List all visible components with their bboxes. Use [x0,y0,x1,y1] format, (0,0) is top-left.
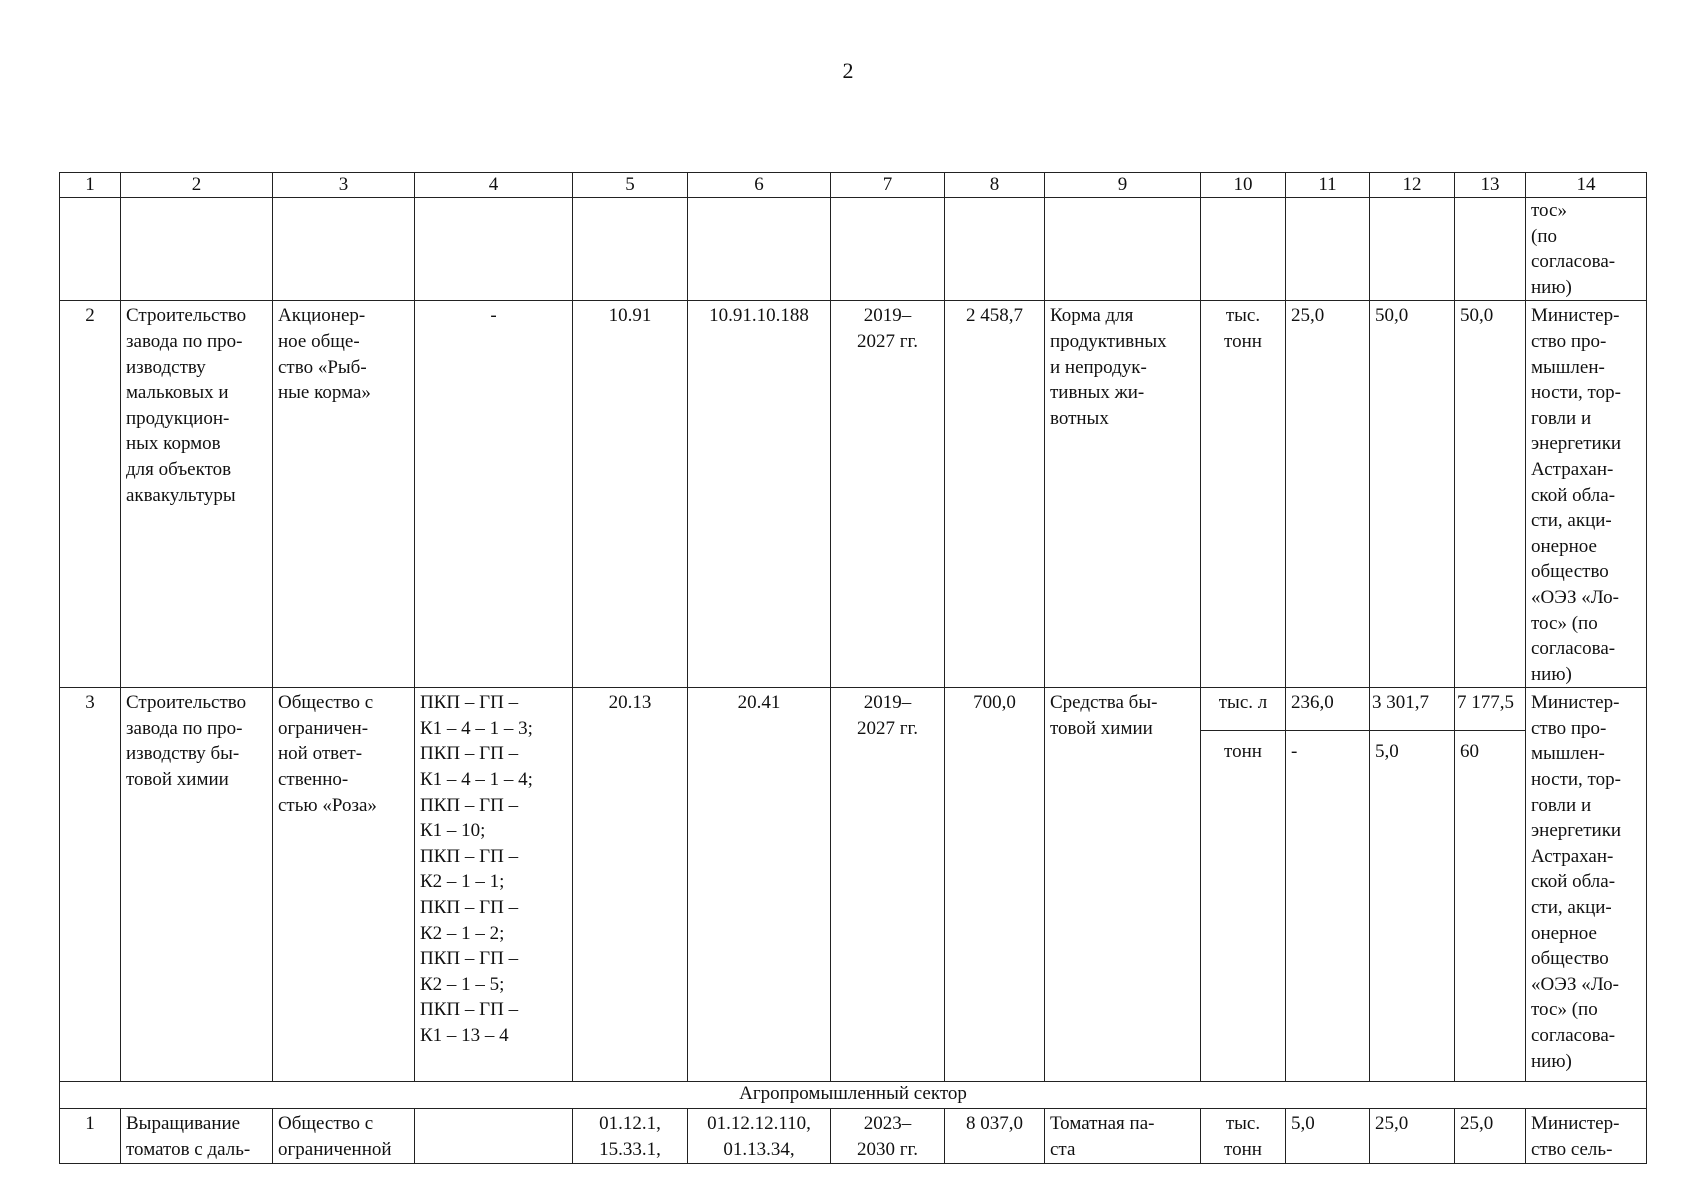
responsible-cell [1526,1109,1647,1164]
okpd-cell: 20.41 [688,688,831,1082]
value-cell-12: 3 301,7 [1370,688,1455,731]
unit-cell [1201,1109,1286,1164]
header-row [60,173,1647,198]
cell-line: Средства бы- [1050,692,1158,714]
cell-line: согласова- [1531,251,1616,273]
cell-line: ство сель- [1531,1138,1613,1160]
investment-cell: 8 037,0 [945,1109,1045,1164]
header-cell: 2 [121,173,273,198]
cell-line: завода по про- [126,330,243,352]
cell-line: нию) [1531,1050,1572,1072]
okved-cell [573,1109,688,1164]
cell-line: 15.33.1, [599,1138,661,1160]
cell-line: общество [1531,561,1609,583]
cell-line: Астрахан- [1531,458,1614,480]
cell-line: изводству бы- [126,743,240,765]
value-cell-13: 7 177,5 [1455,688,1526,731]
cell-line: 01.13.34, [723,1138,795,1160]
site-cell [415,1109,573,1164]
cell-line: Министер- [1531,305,1620,327]
cell-line: нию) [1531,663,1572,685]
unit-cell: тонн [1201,731,1286,1082]
cell-line: 2019– [863,692,912,714]
value-cell-13: 50,0 [1455,301,1526,688]
cell-line: 2027 гг. [857,717,918,739]
cell-line: К1 – 10; [420,820,486,842]
cell-line: продуктивных [1050,330,1167,352]
cell-line: согласова- [1531,638,1616,660]
responsible-cell [1526,198,1647,301]
cell-line: продукцион- [126,407,230,429]
header-cell: 3 [273,173,415,198]
cell-line: ПКП – ГП – [420,794,519,816]
cell-line: вотных [1050,407,1109,429]
cell-line: для объектов [126,458,232,480]
cell-line: энергетики [1531,820,1622,842]
period-cell [831,301,945,688]
company-cell [273,1109,415,1164]
cell-line: 01.12.1, [599,1113,661,1135]
responsible-cell [1526,301,1647,688]
cell-line: К1 – 4 – 1 – 3; [420,717,533,739]
cell-line: ста [1050,1138,1076,1160]
okpd-cell [688,1109,831,1164]
value-cell-12: 25,0 [1370,1109,1455,1164]
cell-line: онерное [1531,535,1597,557]
period-cell [831,688,945,1082]
header-cell: 1 [60,173,121,198]
value-cell-13: 60 [1455,731,1526,1082]
cell-line: ности, тор- [1531,382,1621,404]
project-name-cell [121,301,273,688]
cell-line: Томатная па- [1050,1113,1155,1135]
cell-line: К2 – 1 – 5; [420,973,505,995]
header-cell: 4 [415,173,573,198]
okved-cell: 10.91 [573,301,688,688]
cell-line: стью «Роза» [278,794,377,816]
cell-line: ПКП – ГП – [420,845,519,867]
cell-line: К1 – 13 – 4 [420,1025,509,1046]
cell-line: тонн [1224,1138,1262,1160]
cell-line: Акционер- [278,305,366,327]
responsible-cell [1526,688,1647,1082]
company-cell [273,301,415,688]
cell-line: и непродук- [1050,356,1147,378]
cell-line: Выращивание [126,1113,241,1135]
cell-line: энергетики [1531,433,1622,455]
cell-line: Общество с [278,1113,374,1135]
product-cell [1045,1109,1201,1164]
cell-line: завода по про- [126,717,243,739]
header-cell: 9 [1045,173,1201,198]
cell-line: тивных жи- [1050,382,1145,404]
cell-line: Строительство [126,692,247,714]
project-name-cell [121,1109,273,1164]
cell-line: тонн [1224,330,1262,352]
value-cell-12: 50,0 [1370,301,1455,688]
cell-line: 2023– [863,1113,912,1135]
cell-line: ные корма» [278,382,371,404]
cell-line: товой химии [126,769,229,791]
section-row [60,1082,1647,1109]
cell-line: ской обла- [1531,484,1616,506]
period-cell [831,1109,945,1164]
cell-line: 2030 гг. [857,1138,918,1160]
cell-line: мышлен- [1531,743,1605,765]
page-number: 2 [842,58,854,83]
value-cell-11: - [1286,731,1370,1082]
cell-line: К2 – 1 – 2; [420,922,505,944]
header-cell: 12 [1370,173,1455,198]
continuation-row [60,198,1647,301]
cell-line: Министер- [1531,1113,1620,1135]
row-number: 3 [60,688,121,1082]
cell-line: тос» (по [1531,612,1598,634]
product-cell [1045,688,1201,1082]
header-cell: 11 [1286,173,1370,198]
cell-line: тыс. [1225,305,1261,327]
cell-line: ности, тор- [1531,769,1621,791]
cell-line: ПКП – ГП – [420,692,519,714]
cell-line: Общество с [278,692,374,714]
cell-line: ограничен- [278,717,369,739]
header-cell: 14 [1526,173,1647,198]
value-cell-11: 5,0 [1286,1109,1370,1164]
cell-line: ПКП – ГП – [420,948,519,970]
site-cell: - [415,301,573,688]
project-name-cell [121,688,273,1082]
value-cell-13: 25,0 [1455,1109,1526,1164]
cell-line: ской обла- [1531,871,1616,893]
okpd-cell: 10.91.10.188 [688,301,831,688]
cell-line: «ОЭЗ «Ло- [1531,586,1620,608]
header-cell: 10 [1201,173,1286,198]
header-cell: 6 [688,173,831,198]
cell-line: (по [1531,225,1557,247]
unit-cell: тыс. л [1201,688,1286,731]
cell-line: аквакультуры [126,484,236,506]
cell-line: ство про- [1531,717,1607,739]
cell-line: говли и [1531,794,1592,816]
okved-cell: 20.13 [573,688,688,1082]
cell-line: ное обще- [278,330,360,352]
table-row [60,301,1647,688]
unit-cell [1201,301,1286,688]
row-number: 1 [60,1109,121,1164]
cell-line: ство «Рыб- [278,356,367,378]
cell-line: изводству [126,356,206,378]
cell-line: нию) [1531,276,1572,298]
cell-line: К1 – 4 – 1 – 4; [420,769,533,791]
cell-line: общество [1531,948,1609,970]
cell-line: мальковых и [126,382,229,404]
site-cell [415,688,573,1082]
table-row [60,1109,1647,1164]
header-cell: 7 [831,173,945,198]
cell-line: «ОЭЗ «Ло- [1531,973,1620,995]
table-row [60,688,1647,731]
cell-line: тыс. [1225,1113,1261,1135]
cell-line: сти, акци- [1531,897,1612,919]
cell-line: ных кормов [126,433,221,455]
header-cell: 5 [573,173,688,198]
cell-line: томатов с даль- [126,1138,251,1160]
investment-cell: 2 458,7 [945,301,1045,688]
cell-line: Министер- [1531,692,1620,714]
cell-line: ПКП – ГП – [420,743,519,765]
cell-line: ПКП – ГП – [420,999,519,1021]
cell-line: Строительство [126,305,247,327]
cell-line: тос» (по [1531,999,1598,1021]
product-cell [1045,301,1201,688]
value-cell-11: 236,0 [1286,688,1370,731]
cell-line: согласова- [1531,1025,1616,1046]
row-number: 2 [60,301,121,688]
cell-line: сти, акци- [1531,510,1612,532]
value-cell-12: 5,0 [1370,731,1455,1082]
cell-line: Корма для [1050,305,1134,327]
cell-line: мышлен- [1531,356,1605,378]
cell-line: ство про- [1531,330,1607,352]
cell-line: говли и [1531,407,1592,429]
cell-line: ограниченной [278,1138,392,1160]
section-title: Агропромышленный сектор [60,1082,1647,1109]
cell-line: ной ответ- [278,743,363,765]
cell-line: онерное [1531,922,1597,944]
cell-line: товой химии [1050,717,1153,739]
header-cell: 13 [1455,173,1526,198]
cell-line: Астрахан- [1531,845,1614,867]
company-cell [273,688,415,1082]
header-cell: 8 [945,173,1045,198]
cell-line: 2019– [863,305,912,327]
cell-line: 2027 гг. [857,330,918,352]
value-cell-11: 25,0 [1286,301,1370,688]
cell-line: 01.12.12.110, [707,1113,811,1135]
investment-cell: 700,0 [945,688,1045,1082]
cell-line: К2 – 1 – 1; [420,871,505,893]
cell-line: ПКП – ГП – [420,897,519,919]
register-table [59,172,1647,1164]
cell-line: тос» [1531,200,1567,221]
cell-line: ственно- [278,769,349,791]
